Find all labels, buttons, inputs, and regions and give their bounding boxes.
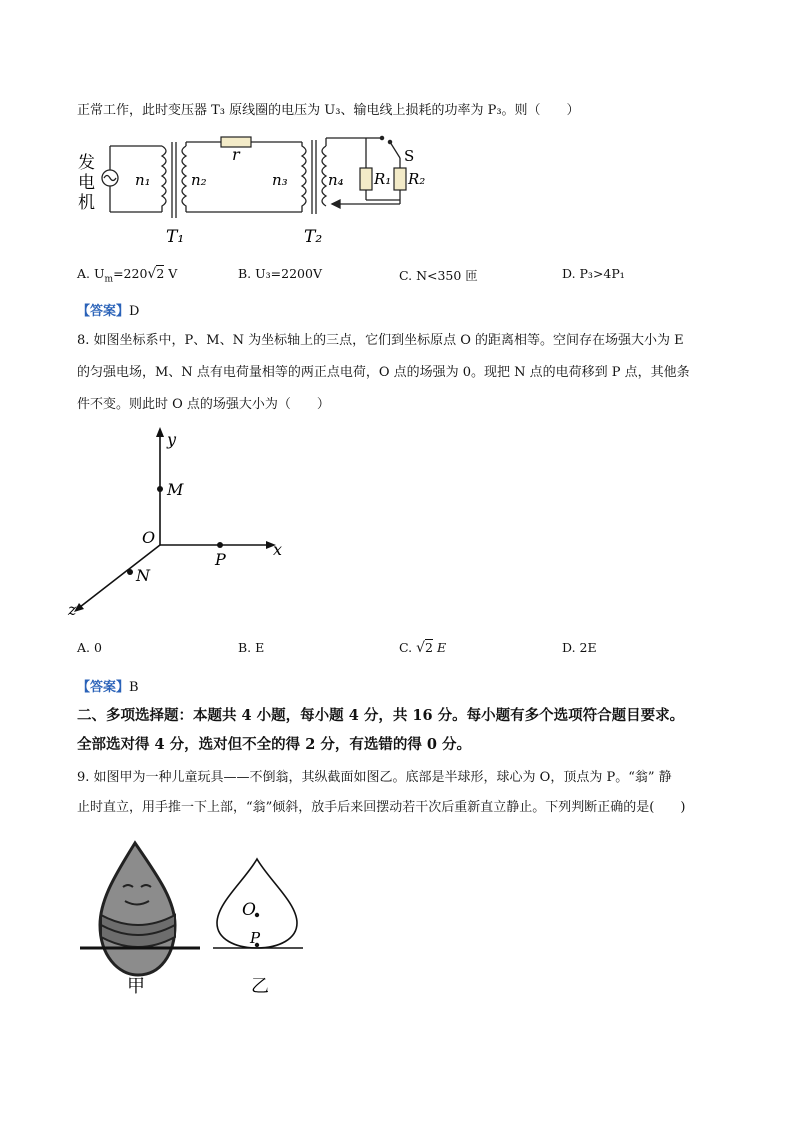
q7-option-b[interactable]: B. U₃=2200V — [238, 266, 322, 281]
label-n4: n₄ — [328, 171, 344, 189]
label-o-yi: O — [242, 900, 256, 920]
q8-option-a[interactable]: A. 0 — [77, 640, 102, 655]
q8-option-c[interactable] — [399, 640, 446, 656]
point-n — [127, 569, 133, 575]
tumbler-toy-figure — [75, 835, 315, 1005]
q7-option-c[interactable]: C. N<350 匝 — [399, 268, 478, 283]
transformer-circuit-diagram — [70, 128, 440, 250]
q9-text-line-1: 9. 如图甲为一种儿童玩具——不倒翁，其纵截面如图乙。底部是半球形，球心为 O，顶点为 P。“翁” 静 — [77, 770, 672, 785]
label-t1: T₁ — [166, 227, 185, 247]
resistor-r2 — [394, 168, 406, 190]
coordinate-system-figure — [60, 425, 310, 620]
section-2-heading-line-1: 二、多项选择题：本题共 4 小题，每小题 4 分，共 16 分。每小题有多个选项符合题目要求。 — [77, 707, 685, 724]
label-switch-s: S — [404, 147, 415, 165]
q8-answer-value: B — [129, 680, 139, 695]
axis-label-z: z — [68, 600, 77, 619]
resistor-r1 — [360, 168, 372, 190]
label-t2: T₂ — [304, 227, 323, 247]
q7-option-a-label: A. U — [77, 266, 105, 281]
q7-option-d[interactable]: D. P₃>4P₁ — [562, 266, 625, 281]
section-2-heading-line-2: 全部选对得 4 分，选对但不全的得 2 分，有选错的得 0 分。 — [77, 736, 472, 753]
sqrt-icon: √ — [416, 640, 425, 656]
q8-option-c-unit: E — [436, 640, 447, 655]
q7-answer-key: 【答案】 — [77, 304, 130, 319]
q8-answer — [77, 676, 139, 695]
generator-char-1: 发 — [78, 153, 95, 173]
q8-answer-key: 【答案】 — [77, 680, 130, 695]
q7-text: 正常工作，此时变压器 T₃ 原线圈的电压为 U₃、输电线上损耗的功率为 P₃。则（ ） — [77, 103, 580, 118]
q7-option-a-value: =220 — [113, 266, 148, 281]
label-p-yi: P — [250, 929, 261, 947]
q8-option-b[interactable]: B. E — [238, 640, 265, 655]
point-m — [157, 486, 163, 492]
generator-char-3: 机 — [78, 193, 95, 213]
sqrt-icon: √ — [147, 266, 157, 282]
label-r1: R₁ — [374, 170, 392, 188]
label-r: r — [232, 145, 240, 164]
generator-char-2: 电 — [78, 173, 95, 193]
q7-option-a[interactable] — [77, 266, 177, 285]
q8-option-c-label: C. — [399, 640, 413, 655]
q9-text-line-2: 止时直立，用手推一下上部，“翁”倾斜，放手后来回摆动若干次后重新直立静止。下列判断正确的是( ) — [77, 800, 686, 815]
q8-text-line-2: 的匀强电场，M、N 点有电荷量相等的两正点电荷，O 点的场强为 0。现把 N 点的电荷移到 P 点，其他条 — [77, 365, 690, 380]
label-jia: 甲 — [127, 976, 145, 997]
label-n1: n₁ — [135, 171, 151, 189]
q8-option-d[interactable]: D. 2E — [562, 640, 597, 655]
label-n3: n₃ — [272, 171, 288, 189]
label-n: N — [136, 566, 150, 585]
q8-text-line-1: 8. 如图坐标系中，P、M、N 为坐标轴上的三点，它们到坐标原点 O 的距离相等。空间存在场强大小为 E — [77, 333, 684, 348]
q7-answer — [77, 300, 139, 319]
axis-label-x: x — [273, 540, 283, 559]
axis-label-y: y — [167, 430, 177, 449]
label-m: M — [167, 480, 184, 499]
label-p: P — [215, 550, 226, 569]
q7-option-a-unit: V — [168, 266, 178, 281]
q7-option-a-radicand: 2 — [156, 266, 165, 281]
q7-option-a-sub: m — [104, 274, 114, 285]
label-r2: R₂ — [408, 170, 426, 188]
q7-answer-value: D — [129, 304, 140, 319]
q8-text-line-3: 件不变。则此时 O 点的场强大小为（ ） — [77, 397, 330, 412]
point-p — [217, 542, 223, 548]
q8-option-c-radicand: 2 — [425, 640, 433, 655]
label-o: O — [142, 528, 156, 547]
label-yi: 乙 — [251, 976, 269, 997]
label-n2: n₂ — [191, 171, 207, 189]
